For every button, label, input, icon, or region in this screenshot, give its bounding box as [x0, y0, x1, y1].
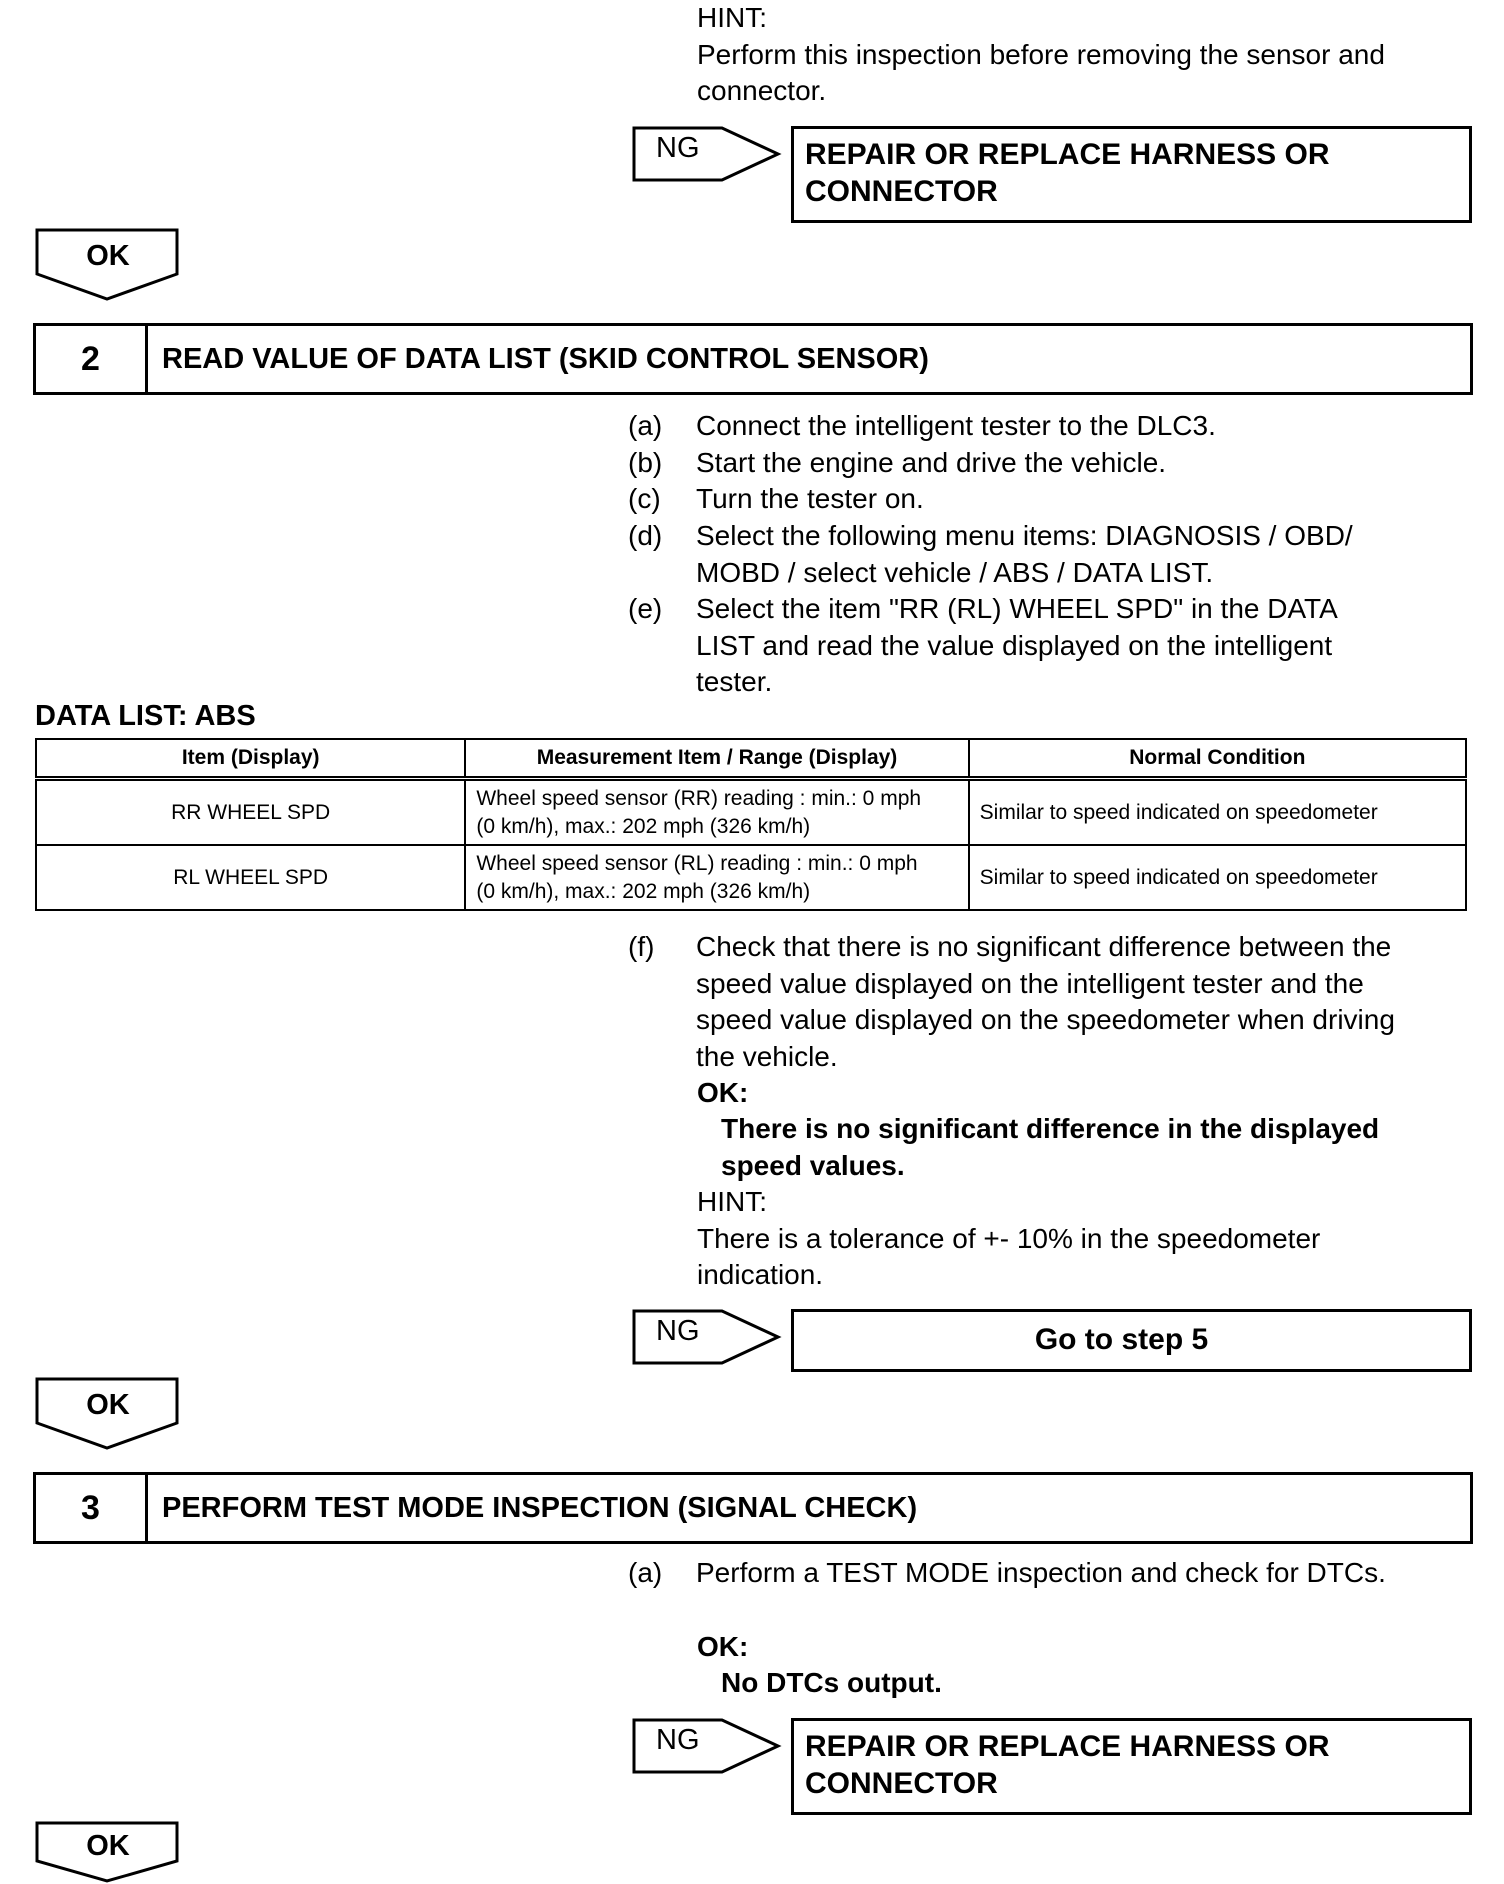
- item-text: MOBD / select vehicle / ABS / DATA LIST.: [696, 556, 1214, 588]
- table-cell-measurement: [465, 845, 968, 910]
- item-marker: (d): [628, 520, 663, 551]
- table-header: Normal Condition: [969, 739, 1466, 779]
- table-header: Measurement Item / Range (Display): [465, 739, 968, 779]
- item-text: tester.: [696, 666, 773, 697]
- item-text: LIST and read the value displayed on the intelligent: [696, 629, 1333, 661]
- data-list-title: DATA LIST: ABS: [35, 700, 256, 732]
- item-text: speed value displayed on the speedometer when driving: [696, 1004, 1395, 1035]
- table-cell-condition: Similar to speed indicated on speedometer: [969, 779, 1466, 846]
- ng-arrow-2: [632, 1309, 782, 1365]
- ng-result-box-3: [791, 1718, 1472, 1815]
- measurement-line: Wheel speed sensor (RR) reading : min.: 0 mph: [476, 786, 922, 810]
- ng-result-line-1: REPAIR OR REPLACE HARNESS OR: [805, 1730, 1330, 1763]
- step-3-number: 3: [36, 1475, 148, 1541]
- data-list-table: [35, 738, 1467, 911]
- ng-result-line-2: CONNECTOR: [805, 1767, 998, 1800]
- measurement-line: Wheel speed sensor (RL) reading : min.: 0 mph: [476, 851, 918, 875]
- item-marker: (e): [628, 593, 663, 624]
- item-text: Check that there is no significant difference between the: [696, 931, 1392, 962]
- table-cell-measurement: [465, 779, 968, 846]
- ok-criteria: No DTCs output.: [721, 1667, 942, 1698]
- item-marker: (b): [628, 447, 663, 478]
- item-text: Select the following menu items: DIAGNOSIS / OBD/: [696, 520, 1353, 551]
- table-cell-item: RR WHEEL SPD: [36, 779, 465, 846]
- ok-label-3: OK: [86, 1830, 130, 1862]
- table-header-row: [36, 739, 1466, 779]
- item-text: Turn the tester on.: [696, 483, 924, 514]
- ng-arrow-1: [632, 126, 782, 182]
- ng-result-line-2: CONNECTOR: [805, 175, 998, 208]
- ng-result-box-1: [791, 126, 1472, 223]
- item-marker: (a): [628, 410, 663, 441]
- step-3-header: [33, 1472, 1473, 1544]
- ok-criteria-line-1: There is no significant difference in the displayed: [721, 1113, 1380, 1144]
- ng-result-text: Go to step 5: [1034, 1323, 1209, 1356]
- item-text: speed value displayed on the intelligent tester and the: [696, 967, 1364, 999]
- measurement-line: (0 km/h), max.: 202 mph (326 km/h): [476, 814, 811, 838]
- item-marker: (f): [628, 931, 655, 962]
- ok-heading: OK:: [697, 1631, 749, 1662]
- ok-label-2: OK: [86, 1389, 130, 1421]
- ng-arrow-3: [632, 1718, 782, 1774]
- ng-label-3: NG: [656, 1724, 700, 1756]
- item-marker: (a): [628, 1557, 663, 1588]
- hint-text-line-2: connector.: [697, 75, 827, 106]
- ng-label-2: NG: [656, 1315, 700, 1347]
- table-cell-condition: Similar to speed indicated on speedometer: [969, 845, 1466, 910]
- ok-criteria-line-2: speed values.: [721, 1150, 905, 1181]
- hint-label: HINT:: [697, 1186, 767, 1217]
- hint-label: HINT:: [697, 2, 767, 33]
- table-row: [36, 845, 1466, 910]
- step-2-header: [33, 323, 1473, 395]
- item-text: Connect the intelligent tester to the DLC3.: [696, 410, 1216, 441]
- item-text: Perform a TEST MODE inspection and check for DTCs.: [696, 1557, 1386, 1588]
- table-header: Item (Display): [36, 739, 465, 779]
- hint-text-line-1: Perform this inspection before removing the sensor and: [697, 39, 1385, 70]
- hint-text-line-2: indication.: [697, 1259, 824, 1290]
- ok-label-1: OK: [86, 240, 130, 272]
- ok-heading: OK:: [697, 1077, 749, 1108]
- item-text: Select the item "RR (RL) WHEEL SPD" in the DATA: [696, 593, 1338, 624]
- ng-result-line-1: REPAIR OR REPLACE HARNESS OR: [805, 138, 1330, 171]
- step-2-number: 2: [36, 326, 148, 392]
- table-cell-item: RL WHEEL SPD: [36, 845, 465, 910]
- item-text: Start the engine and drive the vehicle.: [696, 447, 1167, 478]
- step-2-title: READ VALUE OF DATA LIST (SKID CONTROL SENSOR): [162, 342, 929, 375]
- ng-label-1: NG: [656, 132, 700, 164]
- hint-text-line-1: There is a tolerance of +- 10% in the speedometer: [697, 1223, 1321, 1254]
- ng-result-box-2: [791, 1309, 1472, 1372]
- step-3-title: PERFORM TEST MODE INSPECTION (SIGNAL CHECK): [162, 1491, 918, 1524]
- item-marker: (c): [628, 483, 661, 514]
- table-row: [36, 779, 1466, 846]
- measurement-line: (0 km/h), max.: 202 mph (326 km/h): [476, 879, 811, 903]
- item-text: the vehicle.: [696, 1040, 838, 1072]
